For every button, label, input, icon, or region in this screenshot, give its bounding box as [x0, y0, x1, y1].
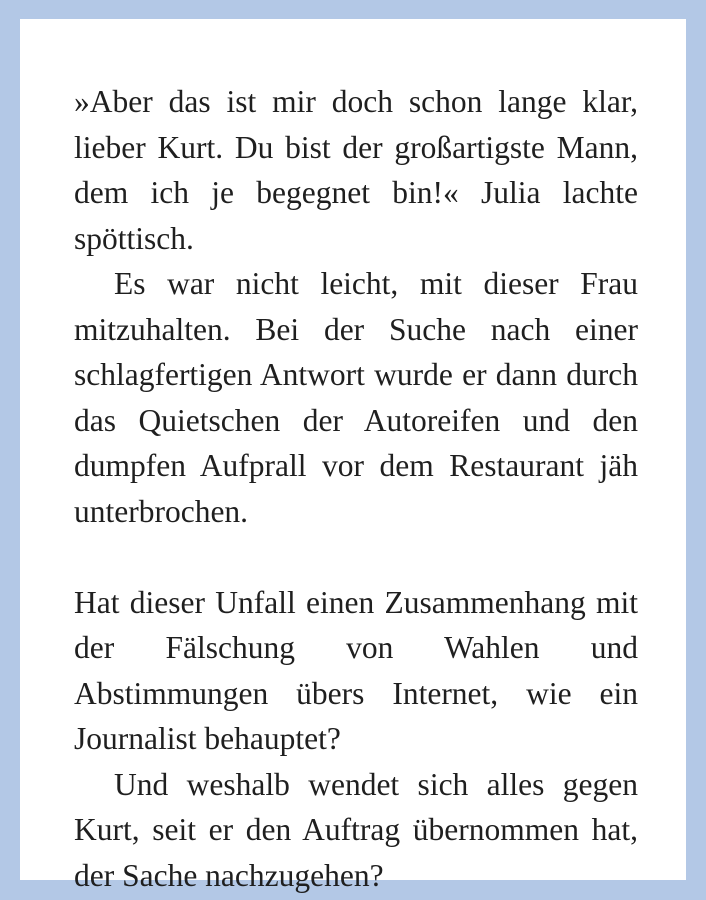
excerpt-paragraph-1: »Aber das ist mir doch schon lange klar, lieber Kurt. Du bist der großartigste Mann, dem ich je begegnet bin!« Julia lachte spöttisch. — [74, 84, 638, 256]
text-page — [20, 19, 686, 893]
blurb-paragraph-2: Und weshalb wendet sich alles gegen Kurt, seit er den Auftrag übernommen hat, der Sache nachzugehen? — [74, 766, 638, 893]
book-back-cover-text — [74, 79, 638, 898]
blurb-paragraph-1: Hat dieser Unfall einen Zusammenhang mit der Fälschung von Wahlen und Abstimmungen übers Internet, wie ein Journalist behauptet? — [74, 584, 638, 756]
excerpt-paragraph-2: Es war nicht leicht, mit dieser Frau mitzuhalten. Bei der Suche nach einer schlagfertigen Antwort wurde er dann durch das Quietschen der Autoreifen und den dumpfen Aufprall vor dem Restaurant jäh unterbrochen. — [74, 266, 638, 529]
section-gap — [74, 534, 638, 580]
